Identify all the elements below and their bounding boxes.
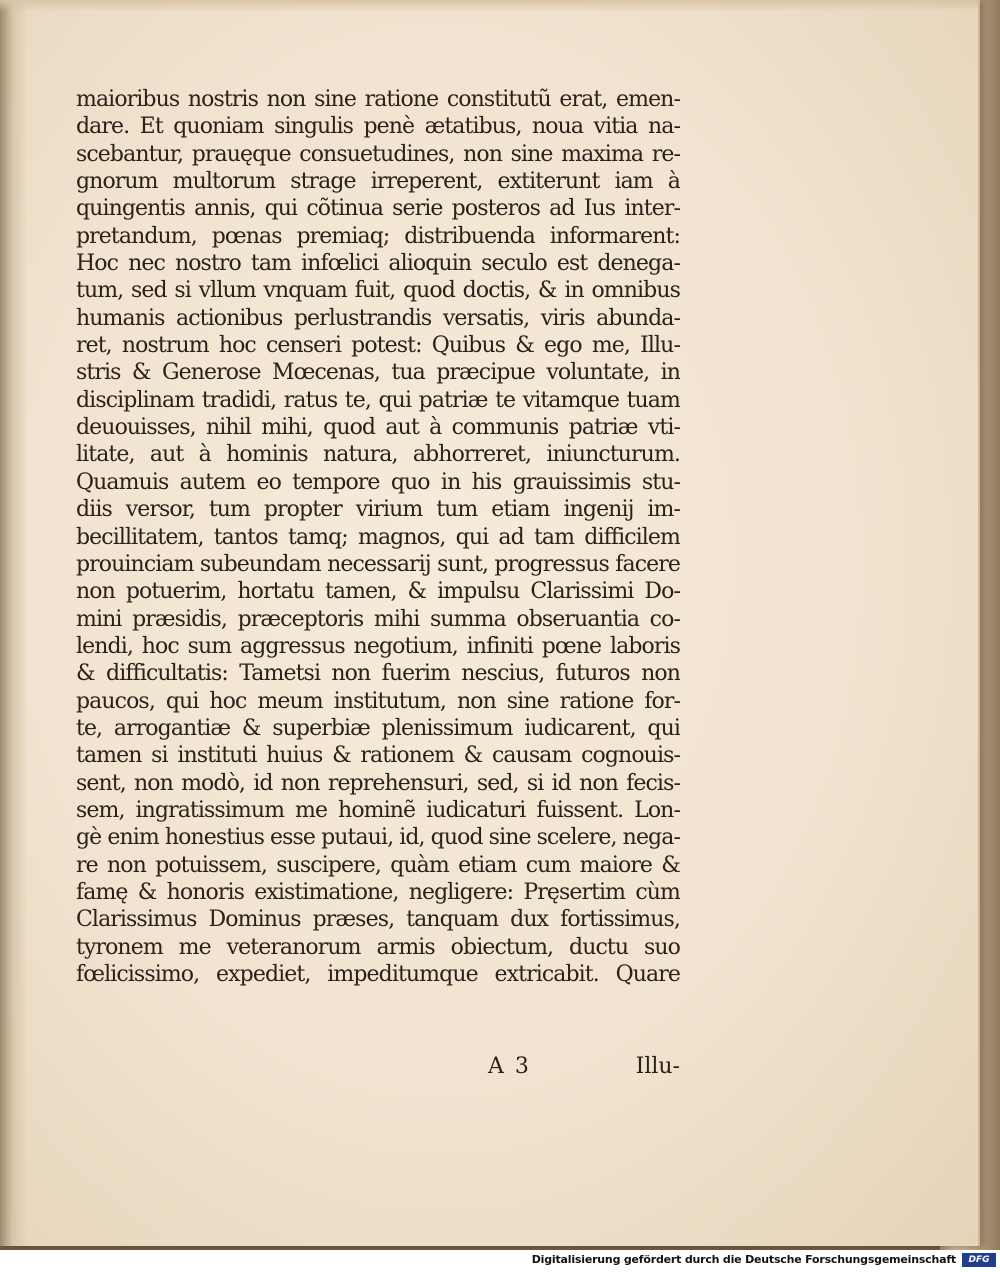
text-line: & difficultatis: Tametsi non fuerim nescius, futuros non <box>76 661 680 687</box>
text-line: deuouisses, nihil mihi, quod aut à communis patriæ vti- <box>76 415 680 441</box>
text-line: tamen si instituti huius & rationem & causam cognouis- <box>76 743 680 769</box>
funding-credit: Digitalisierung gefördert durch die Deutsche Forschungsgemeinschaft <box>531 1253 956 1266</box>
text-line: litate, aut à hominis natura, abhorreret, iniuncturum. <box>76 442 680 468</box>
text-line: maioribus nostris non sine ratione constitutũ erat, emen- <box>76 87 680 112</box>
text-line: lendi, hoc sum aggressus negotium, infiniti pœne laboris <box>76 633 680 659</box>
text-line: Quamuis autem eo tempore quo in his grauissimis stu- <box>76 469 680 495</box>
signature-mark: A 3 <box>488 1054 531 1079</box>
text-line: gè enim honestius esse putaui, id, quod sine scelere, nega- <box>76 825 680 851</box>
text-line: ret, nostrum hoc censeri potest: Quibus & ego me, Illu- <box>76 333 680 359</box>
page-footer-marks <box>488 1054 680 1084</box>
text-line: tum, sed si vllum vnquam fuit, quod doctis, & in omnibus <box>76 278 680 304</box>
text-line: diis versor, tum propter virium tum etiam ingenij im- <box>76 497 680 523</box>
text-line: paucos, qui hoc meum institutum, non sine ratione for- <box>76 688 680 714</box>
text-line: dare. Et quoniam singulis penè ætatibus, noua vitia na- <box>76 114 680 140</box>
text-line: quingentis annis, qui cõtinua serie posteros ad Ius inter- <box>76 196 680 222</box>
binding-gutter <box>0 0 28 1246</box>
catchword: Illu- <box>635 1054 680 1079</box>
text-line: te, arrogantiæ & superbiæ plenissimum iudicarent, qui <box>76 715 680 741</box>
text-line: fœlicissimo, expediet, impeditumque extricabit. Quare <box>76 962 680 987</box>
text-line: Hoc nec nostro tam infœlici alioquin seculo est denega- <box>76 251 680 277</box>
body-text <box>76 86 680 988</box>
text-line: gnorum multorum strage irreperent, extiterunt iam à <box>76 169 680 195</box>
text-line: Clarissimus Dominus præses, tanquam dux fortissimus, <box>76 907 680 933</box>
text-line: re non potuissem, suscipere, quàm etiam cum maiore & <box>76 852 680 878</box>
text-line: scebantur, prauęque consuetudines, non sine maxima re- <box>76 141 680 167</box>
text-line: prouinciam subeundam necessarij sunt, progressus facere <box>76 551 680 577</box>
text-line: disciplinam tradidi, ratus te, qui patriæ te vitamque tuam <box>76 387 680 413</box>
page-top-edge <box>0 0 978 12</box>
text-line: mini præsidis, præceptoris mihi summa obseruantia co- <box>76 606 680 632</box>
text-line: sent, non modò, id non reprehensuri, sed, si id non fecis- <box>76 770 680 796</box>
text-line: pretandum, pœnas premiaq; distribuenda informarent: <box>76 223 680 249</box>
text-line: becillitatem, tantos tamq; magnos, qui ad tam difficilem <box>76 524 680 550</box>
text-line: tyronem me veteranorum armis obiectum, ductu suo <box>76 934 680 960</box>
text-line: sem, ingratissimum me hominẽ iudicaturi fuissent. Lon- <box>76 797 680 823</box>
text-line: non potuerim, hortatu tamen, & impulsu Clarissimi Do- <box>76 579 680 605</box>
digitization-footer <box>0 1250 1000 1272</box>
text-line: famę & honoris existimatione, negligere: Pręsertim cùm <box>76 879 680 905</box>
text-line: stris & Generose Mœcenas, tua præcipue voluntate, in <box>76 360 680 386</box>
text-line: humanis actionibus perlustrandis versatis, viris abunda- <box>76 305 680 331</box>
dfg-logo-icon: DFG <box>962 1253 996 1267</box>
